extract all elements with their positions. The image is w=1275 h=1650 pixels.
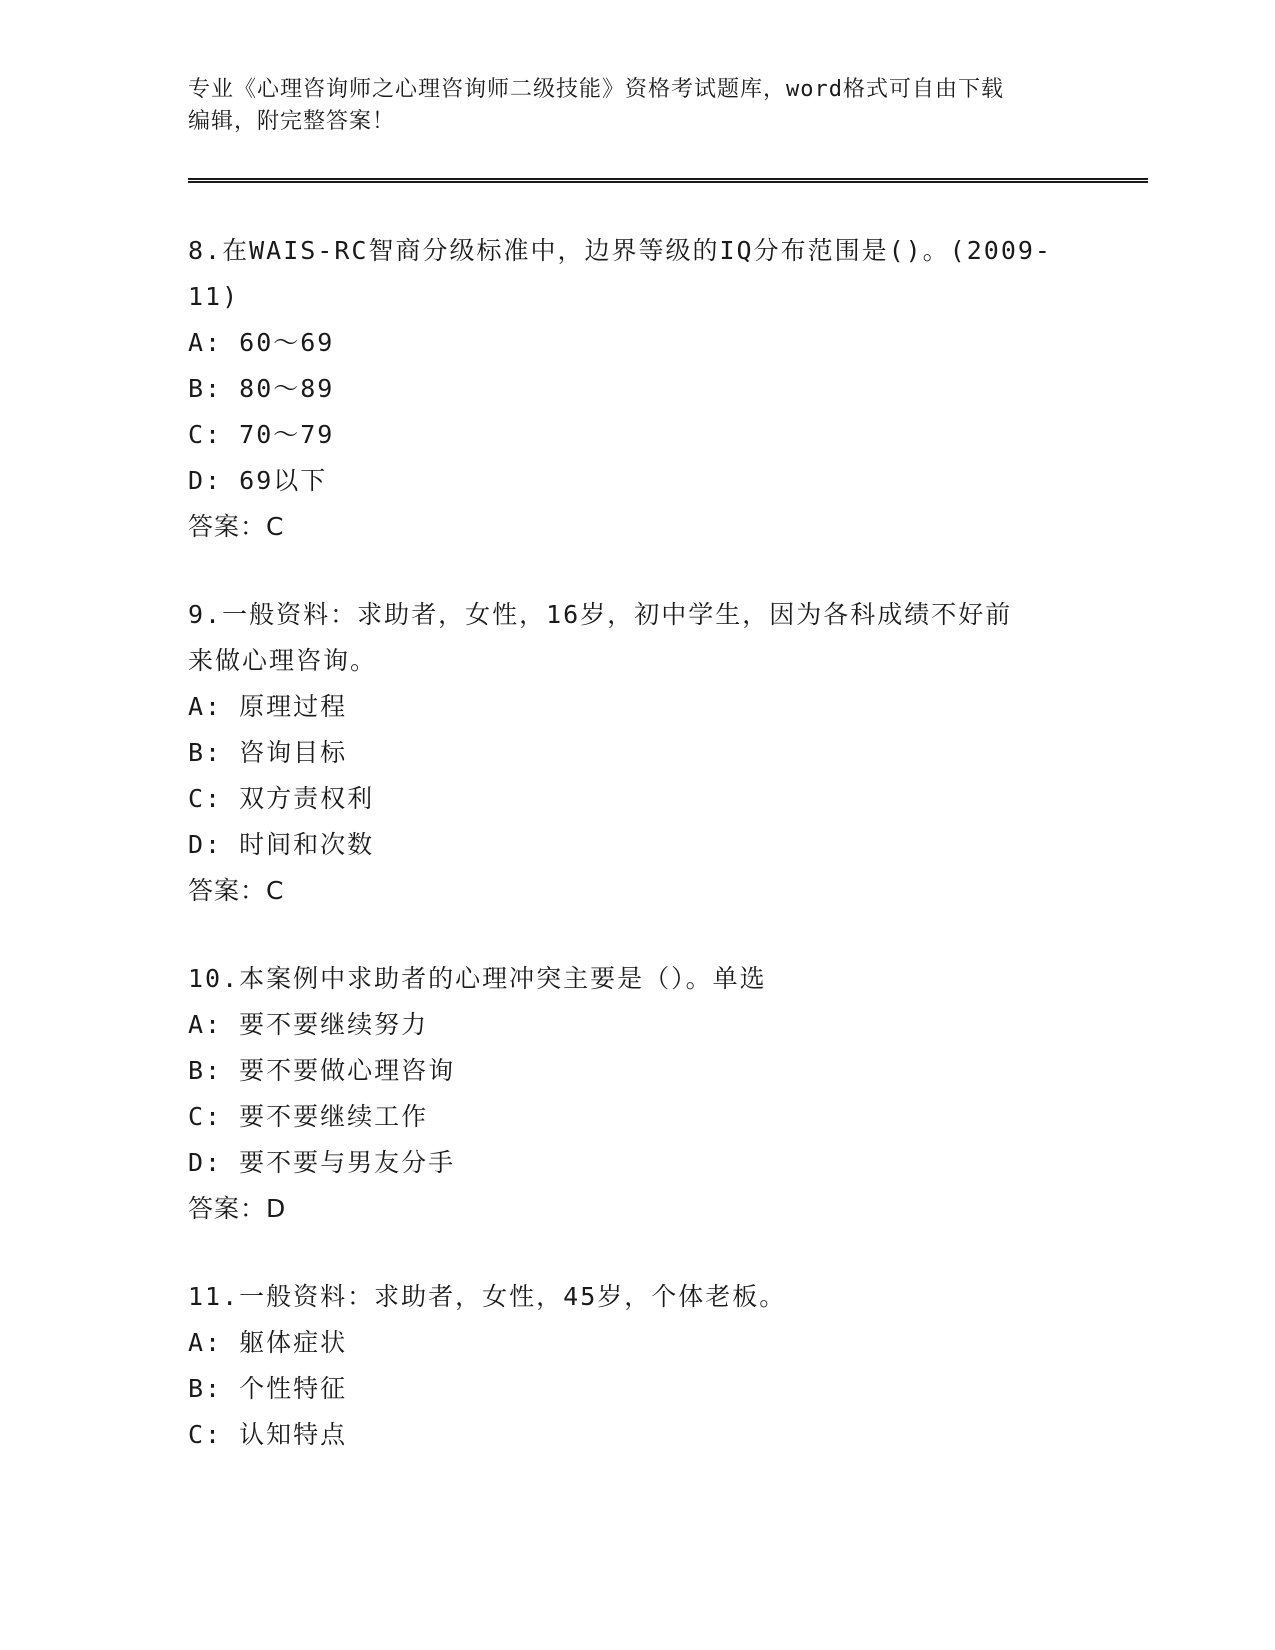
answer: 答案：C: [188, 876, 285, 905]
option-a: A: 要不要继续努力: [188, 1010, 429, 1039]
question-stem-continued: 来做心理咨询。: [188, 646, 378, 675]
option-d: D: 69以下: [188, 466, 328, 495]
question-8: [188, 228, 1088, 550]
option-a: A: 躯体症状: [188, 1328, 348, 1357]
answer: 答案：C: [188, 512, 285, 541]
option-c: C: 70～79: [188, 420, 335, 449]
option-d: D: 时间和次数: [188, 830, 375, 859]
option-a: A: 60～69: [188, 328, 335, 357]
option-d: D: 要不要与男友分手: [188, 1148, 456, 1177]
header-divider: [188, 178, 1148, 183]
option-c: C: 双方责权利: [188, 784, 375, 813]
option-c: C: 认知特点: [188, 1420, 348, 1449]
header-line-2: 编辑，附完整答案！: [188, 109, 396, 134]
option-b: B: 80～89: [188, 374, 335, 403]
header-line-1: 专业《心理咨询师之心理咨询师二级技能》资格考试题库，word格式可自由下载: [188, 77, 1004, 102]
option-c: C: 要不要继续工作: [188, 1102, 429, 1131]
option-a: A: 原理过程: [188, 692, 348, 721]
option-b: B: 咨询目标: [188, 738, 348, 767]
option-b: B: 个性特征: [188, 1374, 348, 1403]
question-9: [188, 592, 1088, 914]
answer: 答案：D: [188, 1194, 287, 1223]
question-stem: 10.本案例中求助者的心理冲突主要是（）。单选: [188, 964, 767, 993]
question-10: [188, 956, 1088, 1232]
question-11: [188, 1274, 1088, 1458]
question-stem: 9.一般资料：求助者，女性，16岁，初中学生，因为各科成绩不好前: [188, 600, 1013, 629]
question-stem-continued: 11): [188, 282, 240, 311]
question-stem: 8.在WAIS-RC智商分级标准中，边界等级的IQ分布范围是()。(2009-: [188, 236, 1052, 265]
question-stem: 11.一般资料：求助者，女性，45岁，个体老板。: [188, 1282, 787, 1311]
option-b: B: 要不要做心理咨询: [188, 1056, 456, 1085]
document-header: [188, 74, 1088, 138]
